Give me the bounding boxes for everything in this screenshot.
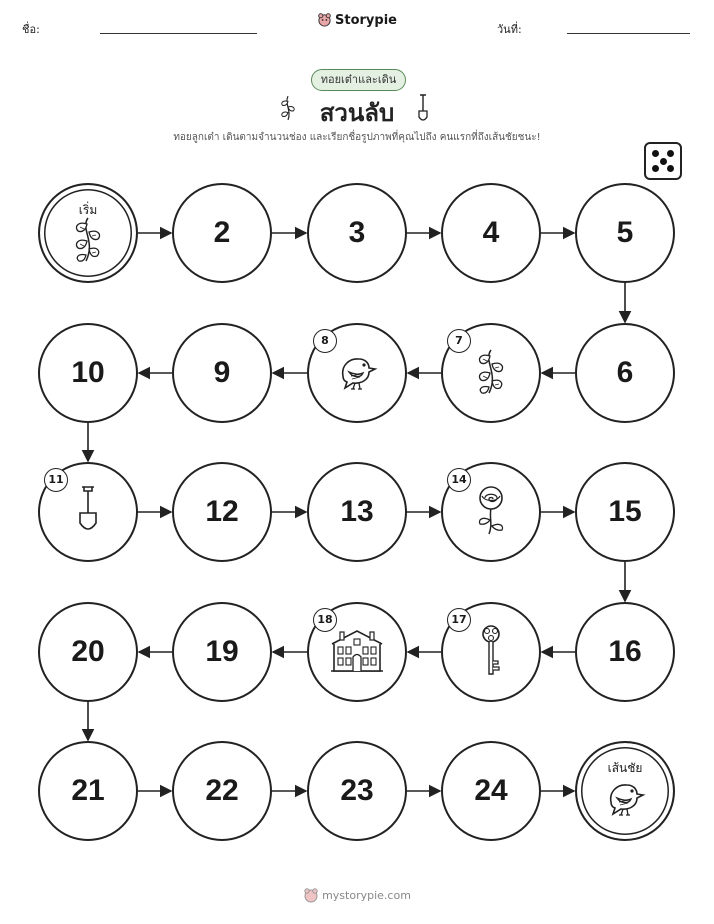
space-number: 15 [608,495,642,528]
shovel-icon [76,484,100,540]
board-space-23 [307,741,407,841]
finish-label: เส้นชัย [607,761,643,775]
footer-url[interactable]: mystorypie.com [322,889,411,902]
board-space-18 [307,602,407,702]
space-number: 12 [205,495,239,528]
footer [0,887,714,906]
space-number-badge: 17 [447,608,471,632]
space-number: 2 [213,216,231,249]
board-space-20 [38,602,138,702]
board-space-15 [575,462,675,562]
board-space-7 [441,323,541,423]
key-icon [476,623,506,681]
board-space-24 [441,741,541,841]
board-space-5 [575,183,675,283]
board-space-13 [307,462,407,562]
board-space-8 [307,323,407,423]
board-space-11 [38,462,138,562]
start-label: เริ่ม [78,203,98,217]
space-number-badge: 18 [313,608,337,632]
bird-icon [603,776,647,822]
board-space-10 [38,323,138,423]
space-number: 20 [71,635,105,668]
board-space-21 [38,741,138,841]
board-space-17 [441,602,541,702]
space-number-badge: 8 [313,329,337,353]
bird-icon [335,350,379,396]
vine-icon [68,215,108,267]
board-space-25 [575,741,675,841]
space-number: 23 [340,774,374,807]
name-label: ชื่อ: [22,23,40,36]
instructions: ทอยลูกเต๋า เดินตามจำนวนช่อง และเรียกชื่อรูปภาพที่คุณไปถึง คนแรกที่ถึงเส้นชัยชนะ! [173,132,541,143]
space-number: 5 [616,216,634,249]
space-number: 13 [340,495,374,528]
game-type-tag: ทอยเต๋าและเดิน [311,69,406,91]
vine-icon [471,347,511,399]
page-title: สวนลับ [319,99,395,127]
board-space-3 [307,183,407,283]
space-number: 10 [71,356,105,389]
space-number: 16 [608,635,642,668]
board-space-19 [172,602,272,702]
space-number-badge: 14 [447,468,471,492]
brand-name: Storypie [335,13,397,28]
board-space-9 [172,323,272,423]
storypie-logo-icon [303,887,319,906]
space-number: 4 [482,216,500,249]
space-number: 3 [348,216,366,249]
board-space-16 [575,602,675,702]
board-space-6 [575,323,675,423]
board-space-1 [38,183,138,283]
board-space-12 [172,462,272,562]
mansion-icon [328,627,386,677]
board-space-4 [441,183,541,283]
space-number: 24 [474,774,508,807]
date-label: วันที่: [497,23,522,36]
board-space-2 [172,183,272,283]
rose-icon [471,484,511,540]
board-space-14 [441,462,541,562]
space-number-badge: 7 [447,329,471,353]
space-number-badge: 11 [44,468,68,492]
space-number: 22 [205,774,239,807]
space-number: 6 [616,356,634,389]
board-space-22 [172,741,272,841]
space-number: 9 [213,356,231,389]
space-number: 19 [205,635,239,668]
space-number: 21 [71,774,105,807]
